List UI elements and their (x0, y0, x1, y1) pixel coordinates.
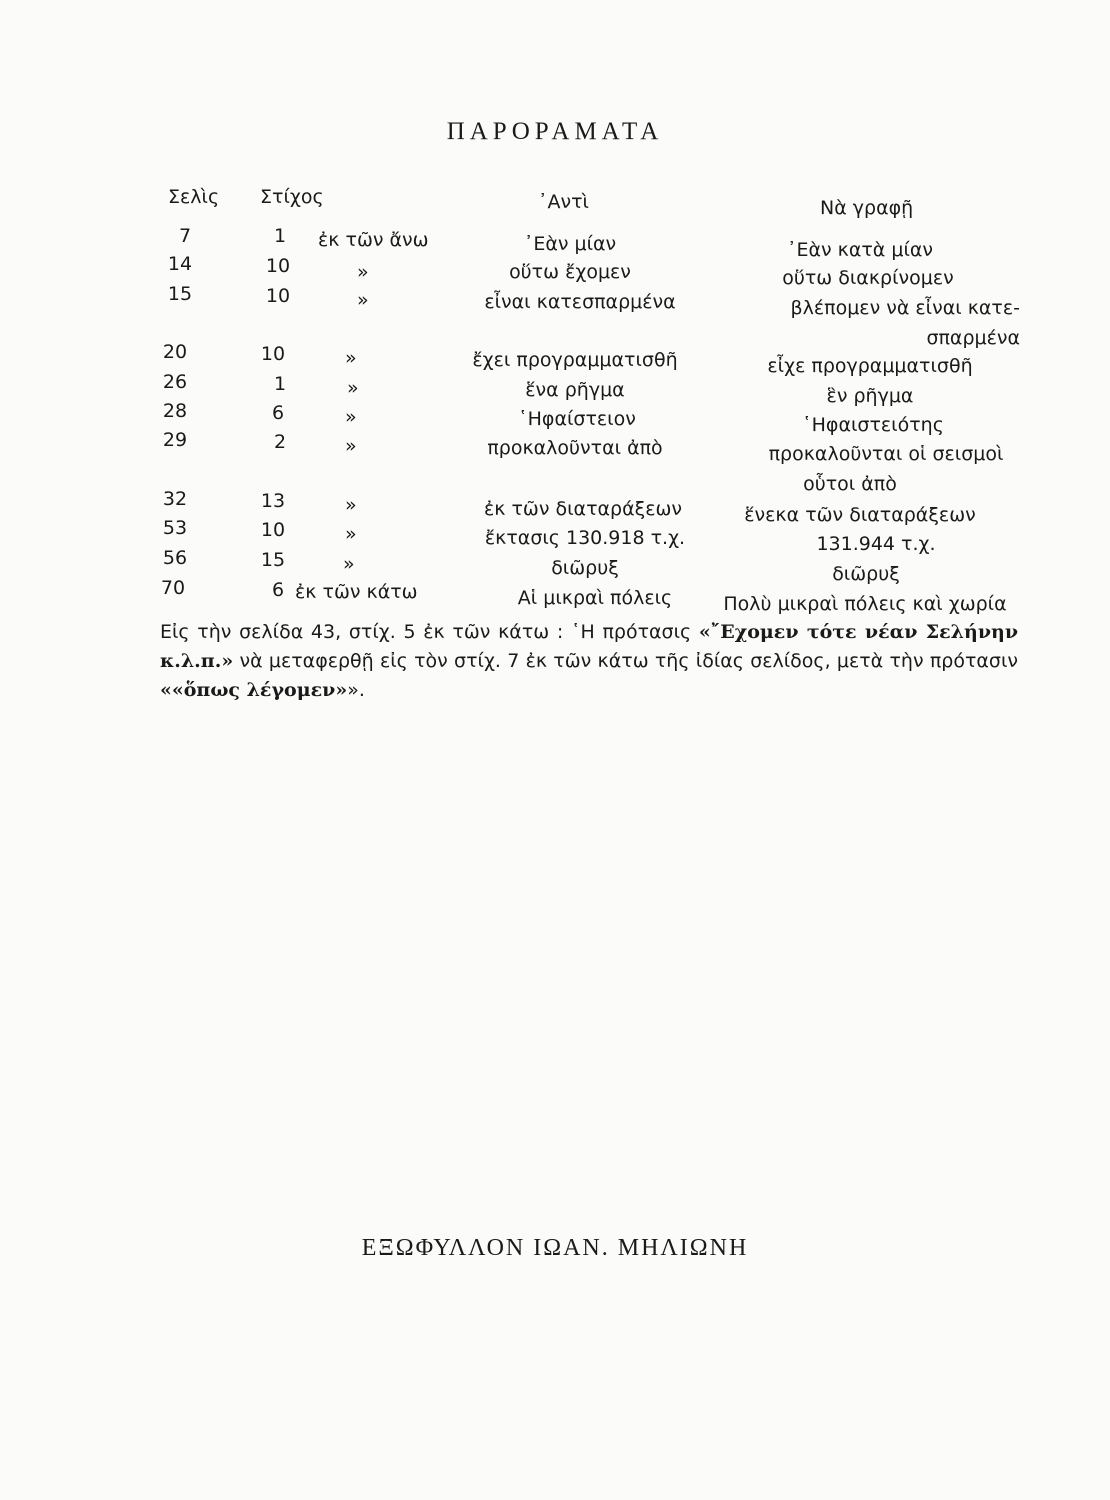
cell-page: 29 (162, 429, 188, 451)
cover-credit: ΕΞΩΦΥΛΛΟΝ ΙΩΑΝ. ΜΗΛΙΩΝΗ (361, 1235, 749, 1261)
cell-line: 15 (260, 549, 286, 571)
cell-read: οὕτω διακρίνομεν (782, 267, 954, 289)
cell-where: » (345, 435, 357, 457)
cell-page: 32 (162, 488, 188, 510)
cell-read: 131.944 τ.χ. (816, 533, 936, 555)
cell-line: 10 (260, 519, 286, 541)
cell-instead: Αἱ μικραὶ πόλεις (517, 587, 673, 609)
cell-line: 1 (273, 373, 287, 395)
cell-where: » (343, 553, 355, 575)
cell-page: 20 (162, 341, 188, 363)
cell-instead: οὕτω ἔχομεν (509, 261, 631, 283)
cell-page: 28 (162, 400, 188, 422)
cell-where: » (357, 261, 369, 283)
cell-where: » (345, 347, 357, 369)
cell-where: » (345, 494, 357, 516)
cell-read: ἓν ρῆγμα (826, 385, 914, 407)
header-read: Νὰ γραφῇ (820, 197, 914, 219)
header-page: Σελὶς (168, 186, 220, 208)
cell-page: 14 (167, 253, 193, 275)
note-text: ». (347, 679, 365, 701)
cell-line: 6 (271, 402, 285, 424)
note-text: νὰ μεταφερθῇ εἰς τὸν στίχ. 7 ἐκ τῶν κάτω τῆς ἰδίας σελίδος, μετὰ τὴν πρότασιν (233, 650, 1018, 672)
cell-line: 10 (265, 255, 291, 277)
page-title: ΠΑΡΟΡΑΜΑΤΑ (446, 118, 664, 145)
cell-page: 70 (160, 577, 186, 599)
cell-read: ᾿Εὰν κατὰ μίαν (786, 239, 934, 261)
cell-instead: διῶρυξ (551, 557, 619, 579)
cell-line: 10 (265, 285, 291, 307)
cell-where: » (357, 289, 369, 311)
cell-line: 10 (260, 343, 286, 365)
cell-read: διῶρυξ (832, 563, 900, 585)
cell-line: 2 (273, 431, 287, 453)
cell-instead: ἔχει προγραμματισθῆ (472, 349, 678, 371)
cell-line: 6 (271, 579, 285, 601)
cell-read: Πολὺ μικραὶ πόλεις καὶ χωρία (723, 593, 1007, 615)
cell-instead: ῾Ηφαίστειον (518, 408, 636, 430)
cell-read: ῾Ηφαιστειότης (802, 414, 944, 436)
cell-line: 13 (260, 490, 286, 512)
cell-instead: ἐκ τῶν διαταράξεων (483, 498, 683, 520)
cell-read: προκαλοῦνται οἱ σεισμοὶ (768, 443, 1004, 465)
header-line: Στίχος (260, 186, 324, 208)
cell-instead: ἔκτασις 130.918 τ.χ. (484, 527, 686, 549)
cell-instead: προκαλοῦνται ἀπὸ (487, 437, 663, 459)
cell-page: 26 (162, 371, 188, 393)
cell-where: ἐκ τῶν κάτω (295, 581, 418, 603)
header-instead: ᾿Αντὶ (538, 191, 589, 213)
cell-instead: ᾿Εὰν μίαν (523, 233, 617, 255)
cell-read: ἕνεκα τῶν διαταράξεων (744, 504, 976, 526)
errata-note (160, 618, 1018, 705)
cell-where: » (345, 523, 357, 545)
cell-read: εἶχε προγραμματισθῆ (767, 355, 973, 377)
cell-read-continued: σπαρμένα (926, 327, 1020, 349)
cell-instead: εἶναι κατεσπαρμένα (484, 291, 676, 313)
cell-instead: ἕνα ρῆγμα (525, 379, 625, 401)
note-quoted-phrase: ««ὅπως λέγομεν» (160, 679, 348, 701)
note-quoted-phrase: «῎Εχομεν τότε νέαν Σελήνην κ.λ.π.» (160, 621, 1019, 672)
cell-page: 56 (162, 547, 188, 569)
note-text: Εἰς τὴν σελίδα 43, στίχ. 5 ἐκ τῶν κάτω : ῾Η πρότασις (160, 621, 699, 643)
cell-page: 53 (162, 517, 188, 539)
cell-page: 7 (178, 225, 192, 247)
cell-where: ἐκ τῶν ἄνω (318, 229, 429, 251)
cell-where: » (345, 406, 357, 428)
cell-line: 1 (273, 225, 287, 247)
cell-read-continued: οὗτοι ἀπὸ (803, 473, 897, 495)
cell-read: βλέπομεν νὰ εἶναι κατε- (790, 297, 1020, 319)
cell-page: 15 (167, 283, 193, 305)
cell-where: » (347, 377, 359, 399)
